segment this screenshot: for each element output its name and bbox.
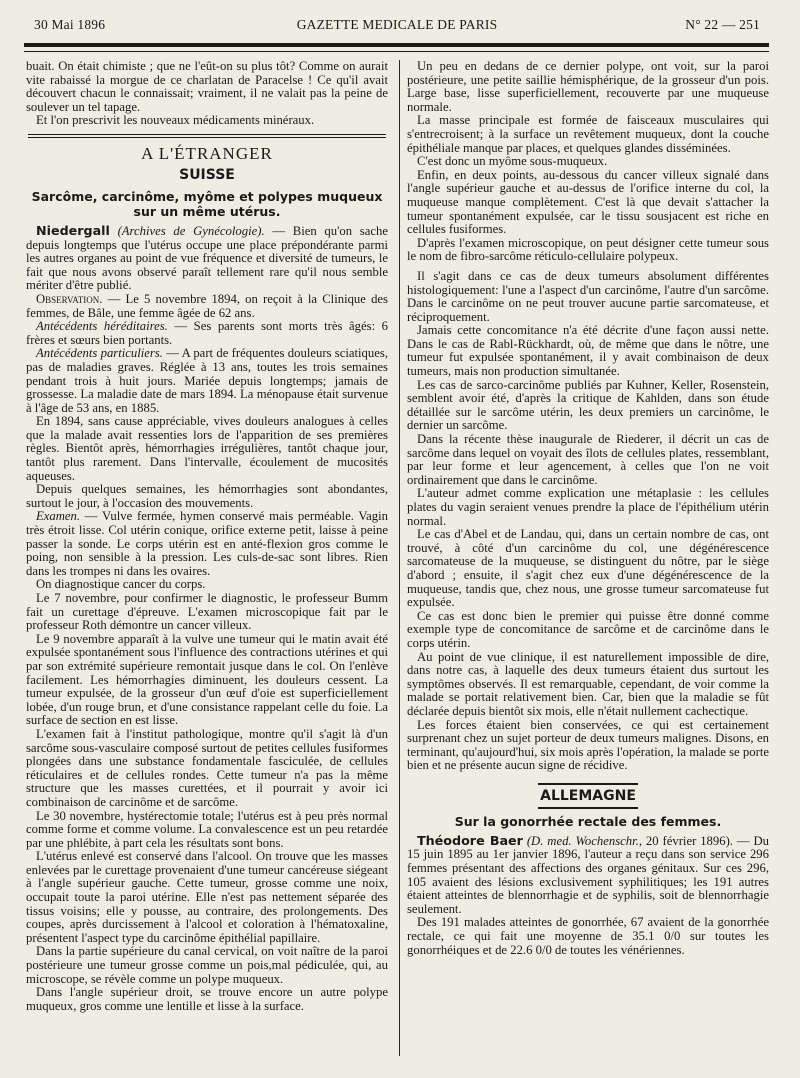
header-rule-thin <box>24 51 769 52</box>
paragraph: Dans la récente thèse inaugurale de Riederer, il décrit un cas de sarcôme dans lequel on voyait des îlots de cellules plates, ressemblant, par leur forme et leur agencement, à celles que l'on ne voit ordinairement que dans le carcinôme. <box>407 432 769 487</box>
paragraph: Ce cas est donc bien le premier qui puisse être donné comme exemple type de concomitance de sarcôme et de carcinôme dans le corps utérin. <box>407 608 769 650</box>
paragraph: L'examen fait à l'institut pathologique, montre qu'il s'agit là d'un sarcôme sous-vasculaire composé surtout de petites cellules fusiformes plongées dans une substance fondamentale fasciculée, de cellules réticulaires et de cellules rondes. Cette tumeur n'a pas la même structure que les masses curettées, et il pourrait y avoir ici combinaison de carcinôme et de sarcôme. <box>26 726 388 809</box>
paragraph: Il s'agit dans ce cas de deux tumeurs absolument différentes histologiquement: l'une a l'aspect d'un carcinôme, l'autre d'un sarcôme. Dans le carcinôme on ne peut trouver aucune partie sarcomateuse, et réciproquement. <box>407 268 769 324</box>
label: Examen. <box>36 509 81 524</box>
paragraph-text: — Le 5 novembre 1894, on reçoit à la Clinique des femmes, de Bâle, une femme âgée de 62 ans. <box>26 291 388 320</box>
paragraph-text: — Du 15 juin 1895 au 1er janvier 1896, l'auteur a reçu dans son service 296 femmes présentant des affections des organes génitaux. Sur ces 296, 105 avaient des lésions exclusivement syphilitiques; les 191 autres étaient atteintes de blennorrhagie et de syphilis, soit de blennorrhagie seulement. <box>407 833 769 916</box>
paragraph-text: — Vulve fermée, hymen conservé mais perméable. Vagin très étroit lisse. Col utérin conique, orifice externe petit, laisse à peine passer la sonde. Le corps utérin est en anté-flexion gros comme le poing, non sensible à la pression. Les culs-de-sac sont libres. Rien dans les trompes ni dans les ovaires. <box>26 509 388 578</box>
paragraph-text: — A part de fréquentes douleurs sciatiques, pas de maladies graves. Réglée à 13 ans, toutes les trois semaines pendant trois à huit jours. Mariée depuis longtemps; jamais de grossesse. La maladie date de mars 1894. La ménopause était survenue à l'âge de 53 ans, en 1885. <box>26 346 388 415</box>
paragraph: Les cas de sarco-carcinôme publiés par Kuhner, Keller, Rosenstein, semblent avoir été, d'après la critique de Kahlden, dans son étude détaillée sur le sarcôme utérin, les deux premiers un carcinôme, le dernier un sarcôme. <box>407 377 769 433</box>
section-separator <box>28 134 386 138</box>
paragraph: Les forces étaient bien conservées, ce qui est certainement surprenant chez un sujet porteur de deux tumeurs malignes. Disons, en terminant, qu'aujourd'hui, six mois après l'opération, la malade se porte bien et ne présente aucun signe de récidive. <box>407 717 769 773</box>
paragraph: Le cas d'Abel et de Landau, qui, dans un certain nombre de cas, ont trouvé, à côté d'un carcinôme du col, une dégénérescence sarcomateuse de la muqueuse, se distinguent du nôtre, par le siège d'abord ; ensuite, il s'agit chez eux d'une dégénérescence de la muqueuse, tandis que, chez nous, une grosse tumeur sarcomateuse fut expulsée. <box>407 527 769 610</box>
source-date: 20 février 1896). <box>642 833 733 848</box>
paragraph: L'auteur admet comme explication une métaplasie : les cellules plates du vagin seraient venues prendre la place de l'épithélium utérin normal. <box>407 486 769 528</box>
paragraph: Enfin, en deux points, au-dessous du cancer villeux signalé dans l'angle supérieur gauche et au-dessus de l'orifice interne du col, la muqueuse manque complètement. C'est là que devait s'attacher la tumeur spontanément expulsée, car le tissu sousjacent est riche en cellules fusiformes. <box>407 167 769 237</box>
paragraph: Le 30 novembre, hystérectomie totale; l'utérus est à peu près normal comme forme et comme volume. La convalescence est un peu retardée par une phlébite, à part cela les résultats sont bons. <box>26 808 388 850</box>
paragraph: Depuis quelques semaines, les hémorrhagies sont abondantes, surtout le jour, à l'occasion des mouvements. <box>26 482 388 510</box>
article-title: Sur la gonorrhée rectale des femmes. <box>454 813 722 829</box>
author-name: Niedergall <box>36 222 110 238</box>
paragraph: buait. On était chimiste ; que ne l'eût-on su plus tôt? Comme on aurait vite rabaissé la morgue de ce charlatan de Paracelse ! Ce qu'il avait découvert chacun le connaissait; vraiment, il ne valait pas la peine de soulever un tel tapage. <box>26 60 388 114</box>
paragraph: Dans la partie supérieure du canal cervical, on voit naître de la paroi postérieure une tumeur grosse comme un pois,mal pédiculée, qui, au microscope, se révèle comme un polype muqueux. <box>26 944 388 986</box>
label: Observation. <box>36 291 103 306</box>
paragraph: En 1894, sans cause appréciable, vives douleurs analogues à celles que la malade avait ressenties lors de l'apparition de ses premières règles. Bientôt après, hémorrhagies irrégulières, tantôt chaque jour, tantôt plus rarement. Dans l'intervalle, écoulement de mucosités aqueuses. <box>26 414 388 483</box>
paragraph: Des 191 malades atteintes de gonorrhée, 67 avaient de la gonorrhée rectale, ce qui fait une moyenne de 35.1 0/0 sur toutes les gonorrhéiques et de 22.6 0/0 de toutes les vénériennes. <box>407 915 769 957</box>
paragraph <box>26 347 388 415</box>
source: (D. med. Wochenschr., <box>526 833 642 848</box>
paragraph: On diagnostique cancer du corps. <box>36 577 206 592</box>
paragraph <box>26 510 388 578</box>
left-column <box>26 60 388 1056</box>
paragraph: Le 7 novembre, pour confirmer le diagnostic, le professeur Bumm fait un curettage d'épreuve. L'examen microscopique fait par le professeur Roth démontre un cancer villeux. <box>26 591 388 633</box>
column-divider <box>399 60 400 1056</box>
paragraph: La masse principale est formée de faisceaux musculaires qui s'entrecroisent; à la surface un revêtement muqueux, dont la couche épithéliale manque par places, et quelques glandes disséminées. <box>407 113 769 155</box>
paragraph: Un peu en dedans de ce dernier polype, ont voit, sur la paroi postérieure, une petite saillie hémisphérique, de la grosseur d'un pois. Large base, lisse superficiellement, recouverte par une muqueuse normale. <box>407 60 769 114</box>
paragraph <box>407 834 769 917</box>
paragraph: L'utérus enlevé est conservé dans l'alcool. On trouve que les masses enlevées par le curettage provenaient d'une tumeur cancéreuse siégeant à l'angle supérieur gauche. Cette tumeur, grosse comme une noix, occupait toute la paroi utérine. Elle n'est pas nettement séparée des tissus voisins; elle y pousse, au contraire, des prolongements. Des coupes, après durcissement à l'alcool et coloration à l'hématoxaline, présentent l'aspect type du carcinôme épithélial papillaire. <box>26 849 388 945</box>
page-number: N° 22 — 251 <box>685 17 760 32</box>
author-name: Théodore Baer <box>417 832 523 848</box>
source: (Archives de Gynécologie). <box>117 223 265 238</box>
country-heading: SUISSE <box>179 166 235 183</box>
paragraph: Dans l'angle supérieur droit, se trouve encore un autre polype muqueux, gros comme une lentille et lisse à la surface. <box>26 985 388 1013</box>
paragraph: Jamais cette concomitance n'a été décrite d'une façon aussi nette. Dans le cas de Rabl-Rückhardt, où, de même que dans le nôtre, une tumeur fut expulsée spontanément, il y avait combinaison de deux tumeurs, mais non production simultanée. <box>407 323 769 379</box>
paragraph: C'est donc un myôme sous-muqueux. <box>417 154 608 169</box>
running-header <box>34 17 760 37</box>
article-title: Sarcôme, carcinôme, myôme et polypes muqueux sur un même utérus. <box>31 188 383 219</box>
paragraph-text: — Bien qu'on sache depuis longtemps que l'utérus occupe une place prépondérante parmi les autres organes au point de vue fréquence et diversité de tumeurs, le fait que nous avons observé paraît tellement rare qu'il nous semble mériter d'être publié. <box>26 223 388 293</box>
paragraph-text: — Ses parents sont morts très âgés: 6 frères et sœurs bien portants. <box>26 319 388 347</box>
header-rule-thick <box>24 43 769 47</box>
journal-title: GAZETTE MEDICALE DE PARIS <box>296 17 498 32</box>
paragraph <box>26 293 388 320</box>
paragraph <box>26 320 388 347</box>
paragraph <box>26 224 388 293</box>
label: Antécédents héréditaires. <box>36 319 168 334</box>
section-title: A L'ÉTRANGER <box>141 143 273 163</box>
paragraph: Au point de vue clinique, il est naturellement impossible de dire, dans notre cas, à laquelle des deux tumeurs étaient dus surtout les symptômes observés. Il est remarquable, cependant, de voir comme la malade se portait relativement bien. Car, bien que la maladie se fût déclarée depuis bientôt six mois, elle n'était nullement cachectique. <box>407 649 769 718</box>
right-column <box>407 60 769 1056</box>
paragraph: Et l'on prescrivit les nouveaux médicaments minéraux. <box>36 113 315 128</box>
label: Antécédents particuliers. <box>36 346 163 361</box>
paragraph: Le 9 novembre apparaît à la vulve une tumeur qui le matin avait été expulsée spontanément sous l'influence des contractions utérines et qui par son extrémité supérieure remontait jusque dans le col. On l'enlève facilement. Les hémorrhagies diminuent, les douleurs cessent. La tumeur expulsée, de la grosseur d'un œuf d'oie est superficiellement lobée, d'un rouge brun, et d'une consistance rappelant celle du foie. La surface de section en est lisse. <box>26 631 388 728</box>
paragraph: D'après l'examen microscopique, on peut désigner cette tumeur sous le nom de fibro-sarcôme réticulo-cellulaire polypeux. <box>407 235 769 264</box>
country-heading: ALLEMAGNE <box>538 783 638 809</box>
issue-date: 30 Mai 1896 <box>34 17 106 32</box>
